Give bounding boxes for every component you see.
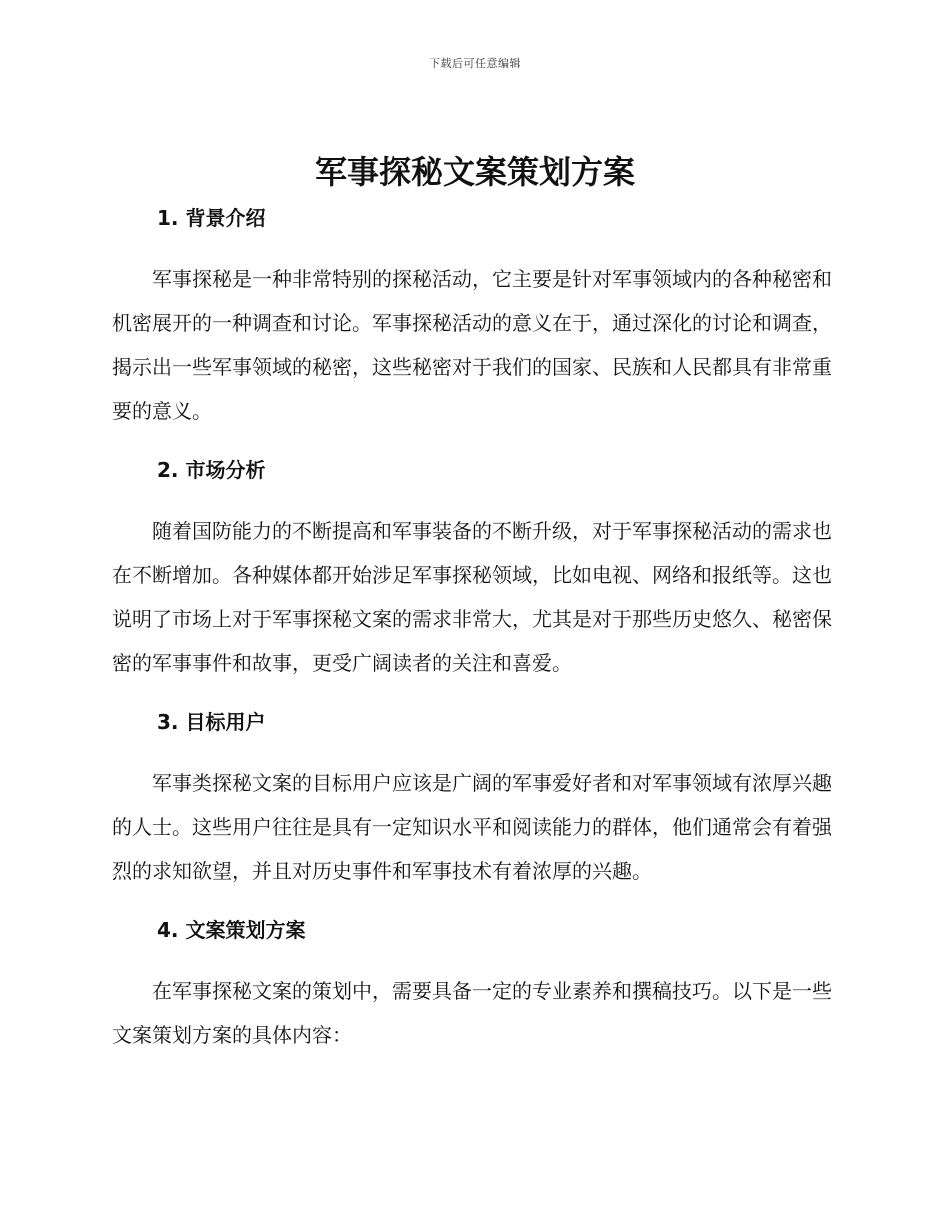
page-header-note: 下载后可任意编辑 [429,57,521,70]
section-paragraph: 在军事探秘文案的策划中，需要具备一定的专业素养和撰稿技巧。以下是一些文案策划方案的具体内容： [112,979,832,1047]
section-target-users [112,707,832,893]
document-body [112,203,832,1079]
section-background [112,203,832,433]
section-market-analysis [112,455,832,685]
section-paragraph: 军事探秘是一种非常特别的探秘活动，它主要是针对军事领域内的各种秘密和机密展开的一种调查和讨论。军事探秘活动的意义在于，通过深化的讨论和调查，揭示出一些军事领域的秘密，这些秘密对于我们的国家、民族和人民都具有非常重要的意义。 [112,267,832,423]
document-title: 军事探秘文案策划方案 [314,153,635,191]
section-heading: 3. 目标用户 [157,710,266,734]
section-copy-plan [112,915,832,1057]
section-heading: 2. 市场分析 [157,458,266,482]
section-paragraph: 军事类探秘文案的目标用户应该是广阔的军事爱好者和对军事领域有浓厚兴趣的人士。这些用户往往是具有一定知识水平和阅读能力的群体，他们通常会有着强烈的求知欲望，并且对历史事件和军事技术有着浓厚的兴趣。 [112,771,832,883]
section-heading: 4. 文案策划方案 [157,918,306,942]
section-heading: 1. 背景介绍 [157,206,266,230]
section-paragraph: 随着国防能力的不断提高和军事装备的不断升级，对于军事探秘活动的需求也在不断增加。各种媒体都开始涉足军事探秘领域，比如电视、网络和报纸等。这也说明了市场上对于军事探秘文案的需求非常大，尤其是对于那些历史悠久、秘密保密的军事事件和故事，更受广阔读者的关注和喜爱。 [112,519,832,675]
